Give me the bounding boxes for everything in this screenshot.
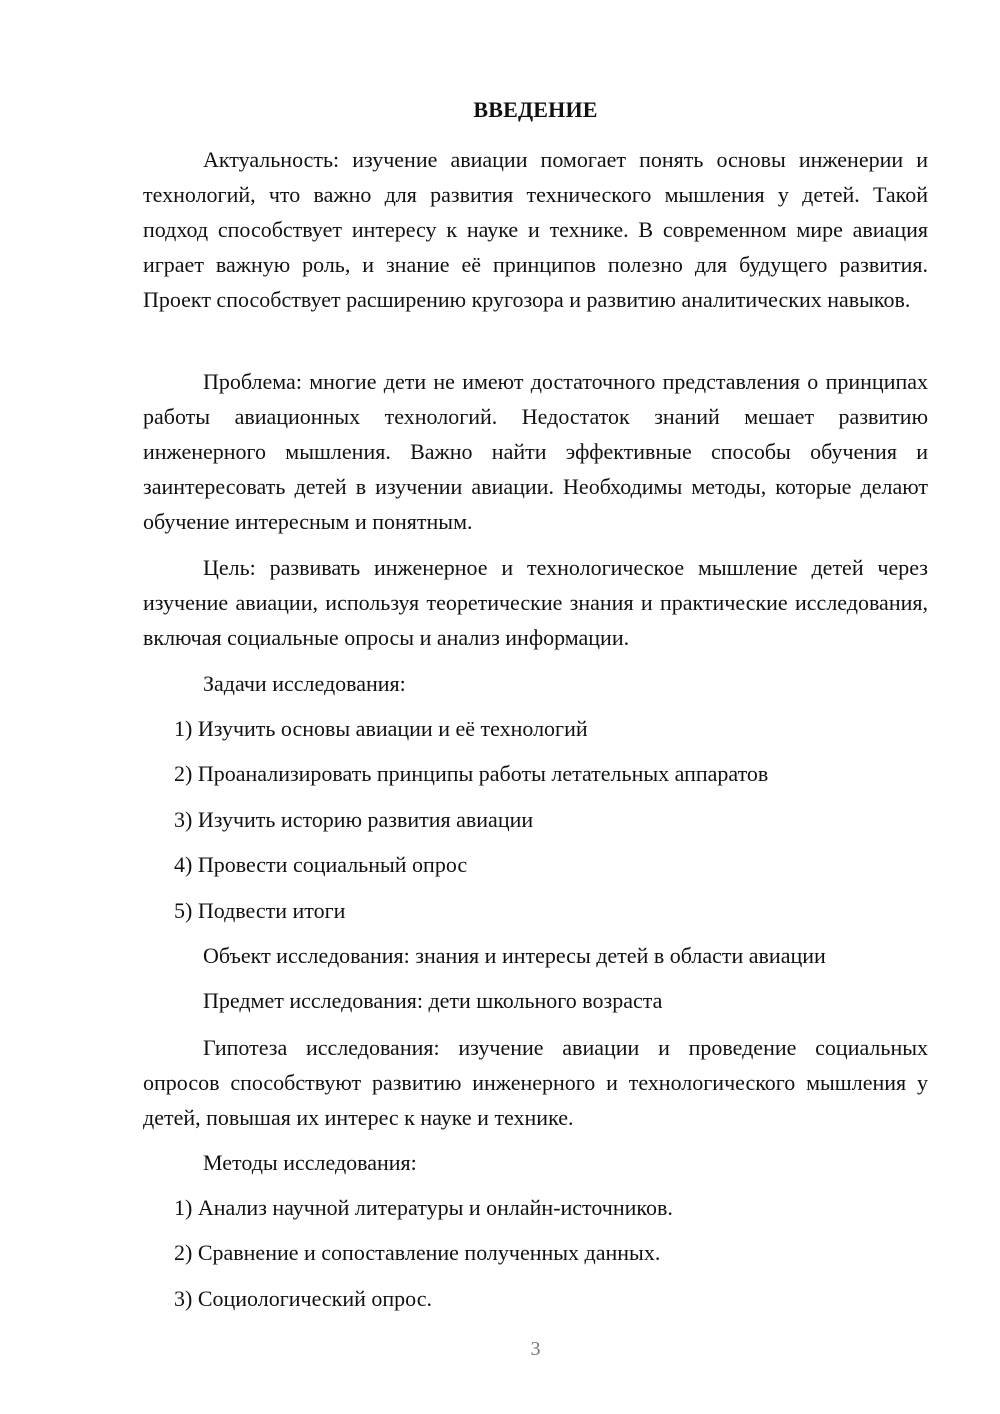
page-title: ВВЕДЕНИЕ	[473, 97, 598, 122]
relevance-paragraph: Актуальность: изучение авиации помогает понять основы инженерии и технологий, что важно для развития технического мышления у детей. Такой подход способствует интересу к науке и технике. В современном мире авиация играет важную роль, и знание её принципов полезно для будущего развития. Проект способствует расширению кругозора и развитию аналитических навыков.	[143, 147, 928, 312]
research-object: Объект исследования: знания и интересы детей в области авиации	[203, 943, 826, 968]
problem-paragraph: Проблема: многие дети не имеют достаточного представления о принципах работы авиационных технологий. Недостаток знаний мешает развитию инженерного мышления. Важно найти эффективные способы обучения и заинтересовать детей в изучении авиации. Необходимы методы, которые делают обучение интересным и понятным.	[143, 369, 928, 534]
method-item: 3) Социологический опрос.	[174, 1286, 432, 1311]
hypothesis-paragraph: Гипотеза исследования: изучение авиации и проведение социальных опросов способствуют развитию инженерного и технологического мышления у детей, повышая их интерес к науке и технике.	[143, 1035, 928, 1130]
research-subject: Предмет исследования: дети школьного возраста	[203, 988, 663, 1013]
goal-paragraph: Цель: развивать инженерное и технологическое мышление детей через изучение авиации, используя теоретические знания и практические исследования, включая социальные опросы и анализ информации.	[143, 555, 928, 650]
method-item: 2) Сравнение и сопоставление полученных данных.	[174, 1240, 661, 1265]
task-item: 2) Проанализировать принципы работы летательных аппаратов	[174, 761, 769, 786]
methods-heading: Методы исследования:	[203, 1150, 417, 1175]
tasks-heading: Задачи исследования:	[203, 671, 406, 696]
task-item: 5) Подвести итоги	[174, 898, 346, 923]
method-item: 1) Анализ научной литературы и онлайн-источников.	[174, 1195, 673, 1220]
task-item: 4) Провести социальный опрос	[174, 852, 468, 877]
task-item: 3) Изучить историю развития авиации	[174, 807, 534, 832]
page-number: 3	[530, 1338, 541, 1360]
task-item: 1) Изучить основы авиации и её технологий	[174, 716, 588, 741]
